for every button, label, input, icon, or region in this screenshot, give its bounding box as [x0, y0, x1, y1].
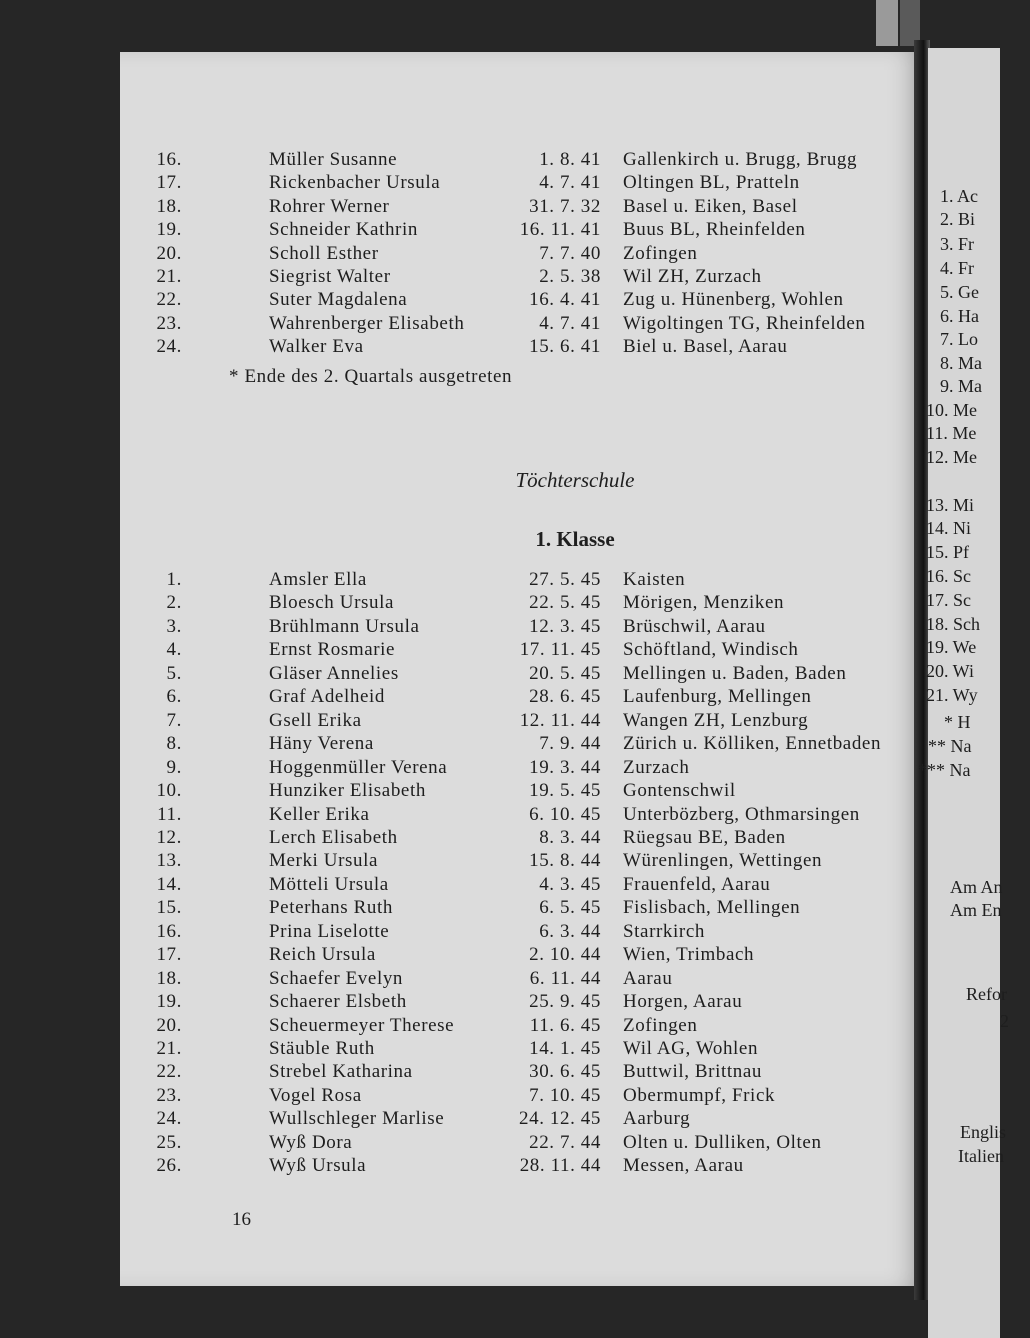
student-place: Olten u. Dulliken, Olten [623, 1131, 822, 1153]
student-name: Wahrenberger Elisabeth [269, 312, 465, 334]
student-name: Schaerer Elsbeth [269, 991, 407, 1013]
student-num: 11. [157, 803, 182, 825]
student-place: Mellingen u. Baden, Baden [623, 662, 847, 684]
student-place: Zofingen [623, 242, 698, 264]
student-place: Fislisbach, Mellingen [623, 897, 801, 919]
student-name: Stäuble Ruth [269, 1038, 375, 1059]
student-date: 12. 11. 44 [519, 709, 601, 731]
student-row [120, 803, 920, 827]
student-row [120, 1131, 920, 1155]
student-row [120, 218, 920, 242]
student-row [120, 709, 920, 733]
student-date: 15. 8. 44 [529, 850, 601, 872]
student-num: 23. [156, 1084, 182, 1106]
student-num: 2. [166, 592, 182, 614]
student-date: 22. 7. 44 [529, 1131, 601, 1153]
student-name: Reich Ursula [269, 944, 376, 966]
student-place: Wil ZH, Zurzach [623, 266, 762, 287]
student-name: Lerch Elisabeth [269, 826, 398, 848]
student-num: 1. [166, 569, 182, 590]
student-row [120, 1014, 920, 1038]
student-place: Unterbözberg, Othmarsingen [623, 803, 860, 825]
facing-page-text: 14. Ni [926, 518, 971, 538]
facing-page-text: 19. We [926, 637, 977, 657]
facing-page-text: 2 [1000, 1011, 1009, 1031]
student-num: 24. [156, 1108, 182, 1130]
student-num: 8. [166, 733, 182, 755]
student-date: 20. 5. 45 [529, 662, 601, 684]
student-date: 2. 10. 44 [529, 944, 601, 966]
student-name: Wyß Dora [269, 1131, 353, 1153]
facing-page-text: 2. Bi [940, 209, 976, 229]
student-date: 25. 9. 45 [529, 991, 601, 1013]
student-date: 22. 5. 45 [529, 592, 601, 614]
student-date: 1. 8. 41 [539, 149, 601, 170]
student-place: Zurzach [623, 756, 690, 778]
student-num: 4. [166, 639, 182, 661]
student-row [120, 615, 920, 639]
student-num: 24. [156, 336, 182, 358]
student-name: Hoggenmüller Verena [269, 756, 448, 778]
student-row [120, 312, 920, 336]
student-place: Rüegsau BE, Baden [623, 826, 786, 848]
student-row [120, 288, 920, 312]
page-number: 16 [232, 1209, 251, 1230]
student-num: 15. [156, 897, 182, 919]
student-date: 11. 6. 45 [529, 1014, 601, 1036]
student-num: 22. [156, 1061, 182, 1083]
student-name: Rickenbacher Ursula [269, 172, 441, 194]
student-num: 19. [156, 991, 182, 1013]
student-name: Suter Magdalena [269, 289, 408, 311]
facing-page-text: Englis [960, 1122, 1007, 1142]
facing-page-text: 15. Pf [926, 542, 970, 562]
facing-page-text: Am En [950, 900, 1002, 920]
student-num: 13. [156, 850, 182, 872]
student-num: 25. [156, 1131, 182, 1153]
facing-page-text: 17. Sc [926, 590, 971, 610]
facing-page-text: 21. Wy [926, 685, 978, 705]
student-row [120, 849, 920, 873]
student-name: Brühlmann Ursula [269, 615, 420, 637]
student-date: 28. 6. 45 [529, 686, 601, 708]
facing-page-text: 11. Me [926, 423, 977, 443]
facing-page-text: 20. Wi [926, 661, 974, 681]
facing-page-text: 7. Lo [940, 329, 978, 349]
student-place: Basel u. Eiken, Basel [623, 195, 798, 217]
student-place: Aarau [623, 967, 673, 989]
student-num: 17. [156, 944, 182, 966]
student-name: Häny Verena [269, 733, 374, 755]
facing-page-text: 8. Ma [940, 353, 982, 373]
student-place: Wigoltingen TG, Rheinfelden [623, 312, 866, 334]
student-row [120, 242, 920, 266]
student-date: 19. 5. 45 [529, 780, 601, 802]
student-num: 22. [156, 289, 182, 311]
student-date: 7. 10. 45 [529, 1084, 601, 1106]
student-row [120, 195, 920, 219]
student-name: Müller Susanne [269, 149, 398, 170]
student-date: 15. 6. 41 [529, 336, 601, 358]
facing-page-text: 3. Fr [940, 234, 975, 254]
student-date: 7. 9. 44 [539, 733, 601, 755]
student-place: Oltingen BL, Pratteln [623, 172, 800, 194]
facing-page-text: 18. Sch [926, 614, 980, 634]
student-row [120, 873, 920, 897]
student-name: Scholl Esther [269, 242, 379, 264]
student-place: Wil AG, Wohlen [623, 1038, 759, 1059]
student-row [120, 662, 920, 686]
student-row [120, 1084, 920, 1108]
student-row [120, 826, 920, 850]
student-date: 14. 1. 45 [529, 1038, 601, 1059]
facing-page-text: 13. Mi [926, 495, 975, 515]
student-row [120, 990, 920, 1014]
student-name: Merki Ursula [269, 850, 379, 872]
facing-page-text: Refor [966, 984, 1007, 1004]
student-date: 6. 10. 45 [529, 803, 601, 825]
student-num: 14. [156, 873, 182, 895]
class-title: 1. Klasse [535, 527, 615, 551]
student-place: Schöftland, Windisch [623, 639, 799, 661]
student-place: Biel u. Basel, Aarau [623, 336, 788, 358]
facing-page-text: 4. Fr [940, 258, 975, 278]
student-date: 17. 11. 45 [519, 639, 601, 661]
student-num: 7. [166, 709, 182, 731]
facing-page-text: 16. Sc [926, 566, 971, 586]
student-name: Strebel Katharina [269, 1061, 413, 1083]
student-row [120, 1154, 920, 1178]
student-row [120, 591, 920, 615]
student-num: 10. [156, 780, 182, 802]
student-place: Gontenschwil [623, 780, 736, 802]
student-num: 21. [156, 266, 182, 287]
student-num: 20. [156, 242, 182, 264]
student-date: 6. 3. 44 [539, 920, 601, 942]
student-num: 5. [166, 662, 182, 684]
student-num: 19. [156, 219, 182, 241]
student-date: 4. 7. 41 [539, 172, 601, 194]
student-row [120, 638, 920, 662]
student-name: Scheuermeyer Therese [269, 1014, 455, 1036]
student-num: 9. [166, 756, 182, 778]
student-name: Walker Eva [269, 336, 364, 358]
student-row [120, 568, 920, 592]
student-name: Bloesch Ursula [269, 592, 395, 614]
facing-page-text: Italien [958, 1146, 1004, 1166]
student-row [120, 756, 920, 780]
student-num: 21. [156, 1038, 182, 1059]
student-num: 26. [156, 1155, 182, 1177]
student-row [120, 1037, 920, 1061]
footnote: * Ende des 2. Quartals ausgetreten [229, 366, 513, 387]
facing-page-text: * H [944, 712, 971, 732]
book-spine-edge [876, 0, 898, 46]
student-date: 19. 3. 44 [529, 756, 601, 778]
student-row [120, 148, 920, 172]
student-row [120, 1060, 920, 1084]
student-place: Laufenburg, Mellingen [623, 686, 812, 708]
student-place: Horgen, Aarau [623, 991, 743, 1013]
student-date: 7. 7. 40 [539, 242, 601, 264]
student-place: Gallenkirch u. Brugg, Brugg [623, 149, 858, 170]
student-row [120, 335, 920, 359]
student-date: 6. 11. 44 [529, 967, 601, 989]
student-num: 20. [156, 1014, 182, 1036]
student-name: Gläser Annelies [269, 662, 399, 684]
facing-page-text: 5. Ge [940, 282, 979, 302]
student-name: Graf Adelheid [269, 686, 385, 708]
student-num: 18. [156, 195, 182, 217]
student-place: Buus BL, Rheinfelden [623, 219, 806, 241]
student-name: Schaefer Evelyn [269, 967, 404, 989]
student-place: Obermumpf, Frick [623, 1084, 776, 1106]
student-place: Brüschwil, Aarau [623, 615, 766, 637]
student-name: Mötteli Ursula [269, 873, 389, 895]
student-row [120, 171, 920, 195]
student-date: 4. 3. 45 [539, 873, 601, 895]
student-date: 28. 11. 44 [519, 1155, 601, 1177]
student-num: 23. [156, 312, 182, 334]
student-place: Zofingen [623, 1014, 698, 1036]
facing-page [918, 48, 1009, 1338]
student-name: Vogel Rosa [269, 1084, 362, 1106]
student-num: 18. [156, 967, 182, 989]
student-num: 3. [166, 615, 182, 637]
student-place: Frauenfeld, Aarau [623, 873, 771, 895]
student-row [120, 920, 920, 944]
student-row [120, 896, 920, 920]
student-row [120, 1107, 920, 1131]
student-num: 16. [156, 149, 182, 170]
student-date: 30. 6. 45 [529, 1061, 601, 1083]
student-place: Aarburg [623, 1108, 691, 1130]
student-place: Mörigen, Menziken [623, 592, 785, 614]
student-row [120, 943, 920, 967]
facing-page-text: Am An [950, 877, 1003, 897]
student-row [120, 779, 920, 803]
student-place: Kaisten [623, 569, 686, 590]
student-date: 2. 5. 38 [539, 266, 601, 287]
student-name: Amsler Ella [269, 569, 367, 590]
facing-page-text: 10. Me [926, 400, 977, 420]
student-num: 16. [156, 920, 182, 942]
student-place: Würenlingen, Wettingen [623, 850, 823, 872]
student-place: Wien, Trimbach [623, 944, 755, 966]
student-name: Ernst Rosmarie [269, 639, 396, 661]
student-date: 6. 5. 45 [539, 897, 601, 919]
student-name: Keller Erika [269, 803, 370, 825]
student-num: 6. [166, 686, 182, 708]
student-date: 27. 5. 45 [529, 569, 601, 590]
student-place: Zug u. Hünenberg, Wohlen [623, 289, 844, 311]
student-place: Buttwil, Brittnau [623, 1061, 762, 1083]
student-row [120, 967, 920, 991]
student-name: Gsell Erika [269, 709, 362, 731]
student-num: 17. [156, 172, 182, 194]
facing-page-text: 9. Ma [940, 376, 982, 396]
student-name: Hunziker Elisabeth [269, 780, 426, 802]
facing-page-text: ** Na [928, 736, 972, 756]
student-place: Starrkirch [623, 920, 705, 942]
student-row [120, 732, 920, 756]
student-date: 12. 3. 45 [529, 615, 601, 637]
student-row [120, 685, 920, 709]
facing-page-text: 6. Ha [940, 306, 979, 326]
student-place: Wangen ZH, Lenzburg [623, 709, 809, 731]
student-date: 16. 4. 41 [529, 289, 601, 311]
book-page [120, 52, 920, 1286]
student-date: 31. 7. 32 [529, 195, 601, 217]
student-date: 16. 11. 41 [519, 219, 601, 241]
student-row [120, 265, 920, 289]
student-name: Siegrist Walter [269, 266, 391, 287]
student-name: Rohrer Werner [269, 195, 390, 217]
facing-page-text: *** Na [918, 760, 971, 780]
student-name: Prina Liselotte [269, 920, 390, 942]
student-name: Schneider Kathrin [269, 219, 418, 241]
student-place: Zürich u. Kölliken, Ennetbaden [623, 733, 882, 755]
student-date: 4. 7. 41 [539, 312, 601, 334]
student-date: 24. 12. 45 [519, 1108, 601, 1130]
student-place: Messen, Aarau [623, 1155, 744, 1177]
facing-page-text: 1. Ac [940, 186, 978, 206]
student-name: Wullschleger Marlise [269, 1108, 445, 1130]
section-title: Töchterschule [515, 468, 635, 492]
facing-page-text: 12. Me [926, 447, 977, 467]
student-num: 12. [156, 826, 182, 848]
student-name: Wyß Ursula [269, 1155, 367, 1177]
student-name: Peterhans Ruth [269, 897, 393, 919]
student-date: 8. 3. 44 [539, 826, 601, 848]
